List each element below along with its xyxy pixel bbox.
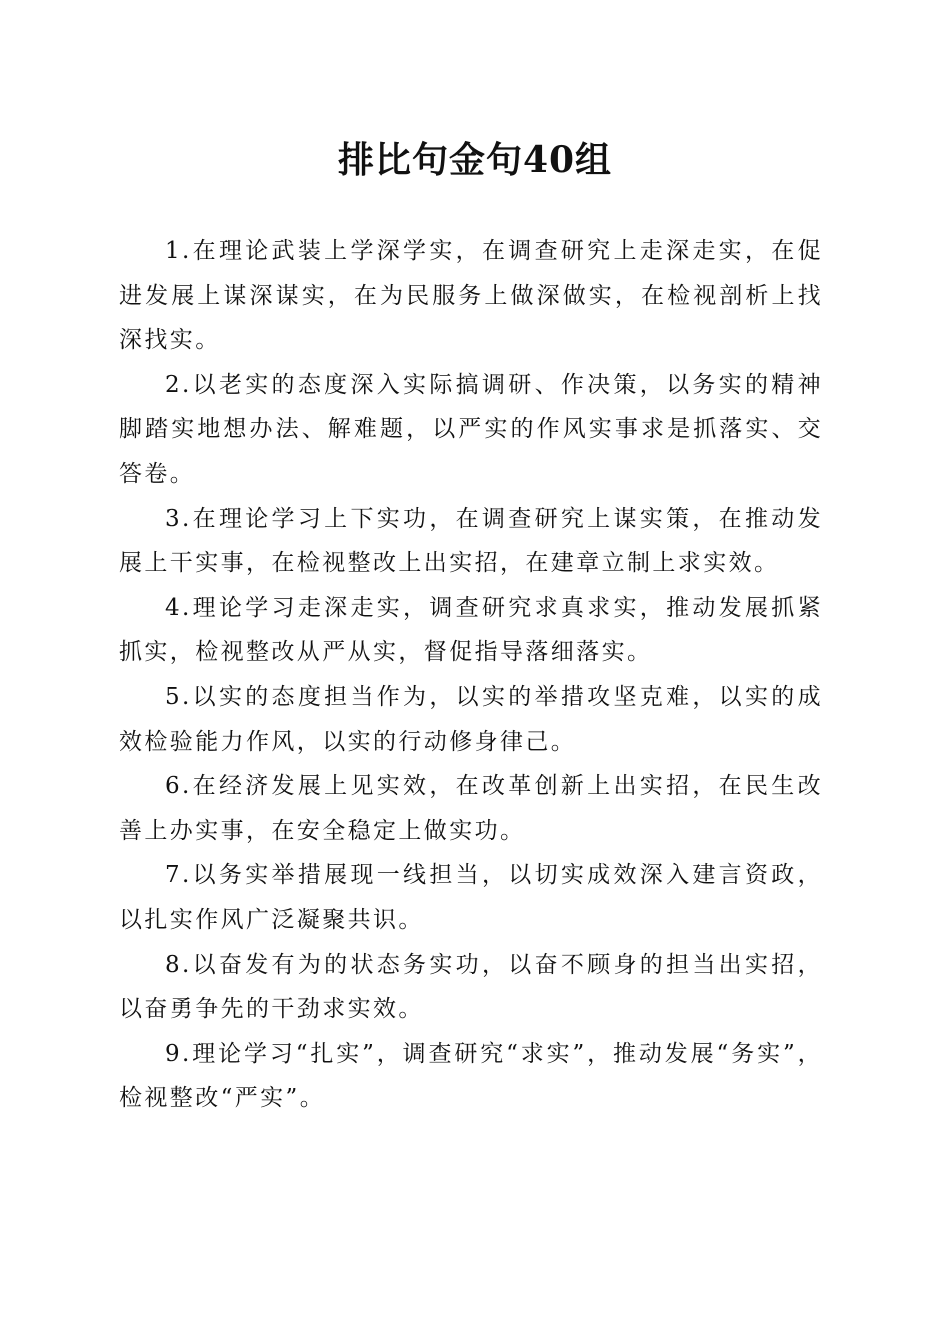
paragraph-2: 2.以老实的态度深入实际搞调研、作决策，以务实的精神脚踏实地想办法、解难题，以严实的作风实事求是抓落实、交答卷。 [119,371,823,487]
paragraph-8: 8.以奋发有为的状态务实功，以奋不顾身的担当出实招，以奋勇争先的干劲求实效。 [119,951,823,1023]
paragraph-3: 3.在理论学习上下实功，在调查研究上谋实策，在推动发展上干实事，在检视整改上出实招，在建章立制上求实效。 [119,505,823,577]
paragraph-5: 5.以实的态度担当作为，以实的举措攻坚克难，以实的成效检验能力作风，以实的行动修身律己。 [119,683,823,755]
document-title: 排比句金句40组 [337,139,613,181]
paragraph-6: 6.在经济发展上见实效，在改革创新上出实招，在民生改善上办实事，在安全稳定上做实功。 [119,773,823,844]
paragraph-7: 7.以务实举措展现一线担当，以切实成效深入建言资政，以扎实作风广泛凝聚共识。 [119,862,823,933]
paragraph-9: 9.理论学习“扎实”，调查研究“求实”，推动发展“务实”，检视整改“严实”。 [119,1040,823,1112]
paragraph-4: 4.理论学习走深走实，调查研究求真求实，推动发展抓紧抓实，检视整改从严从实，督促指导落细落实。 [119,594,823,666]
document-body [119,229,823,1121]
paragraph-1: 1.在理论武装上学深学实，在调查研究上走深走实，在促进发展上谋深谋实，在为民服务上做深做实，在检视剖析上找深找实。 [119,238,823,354]
